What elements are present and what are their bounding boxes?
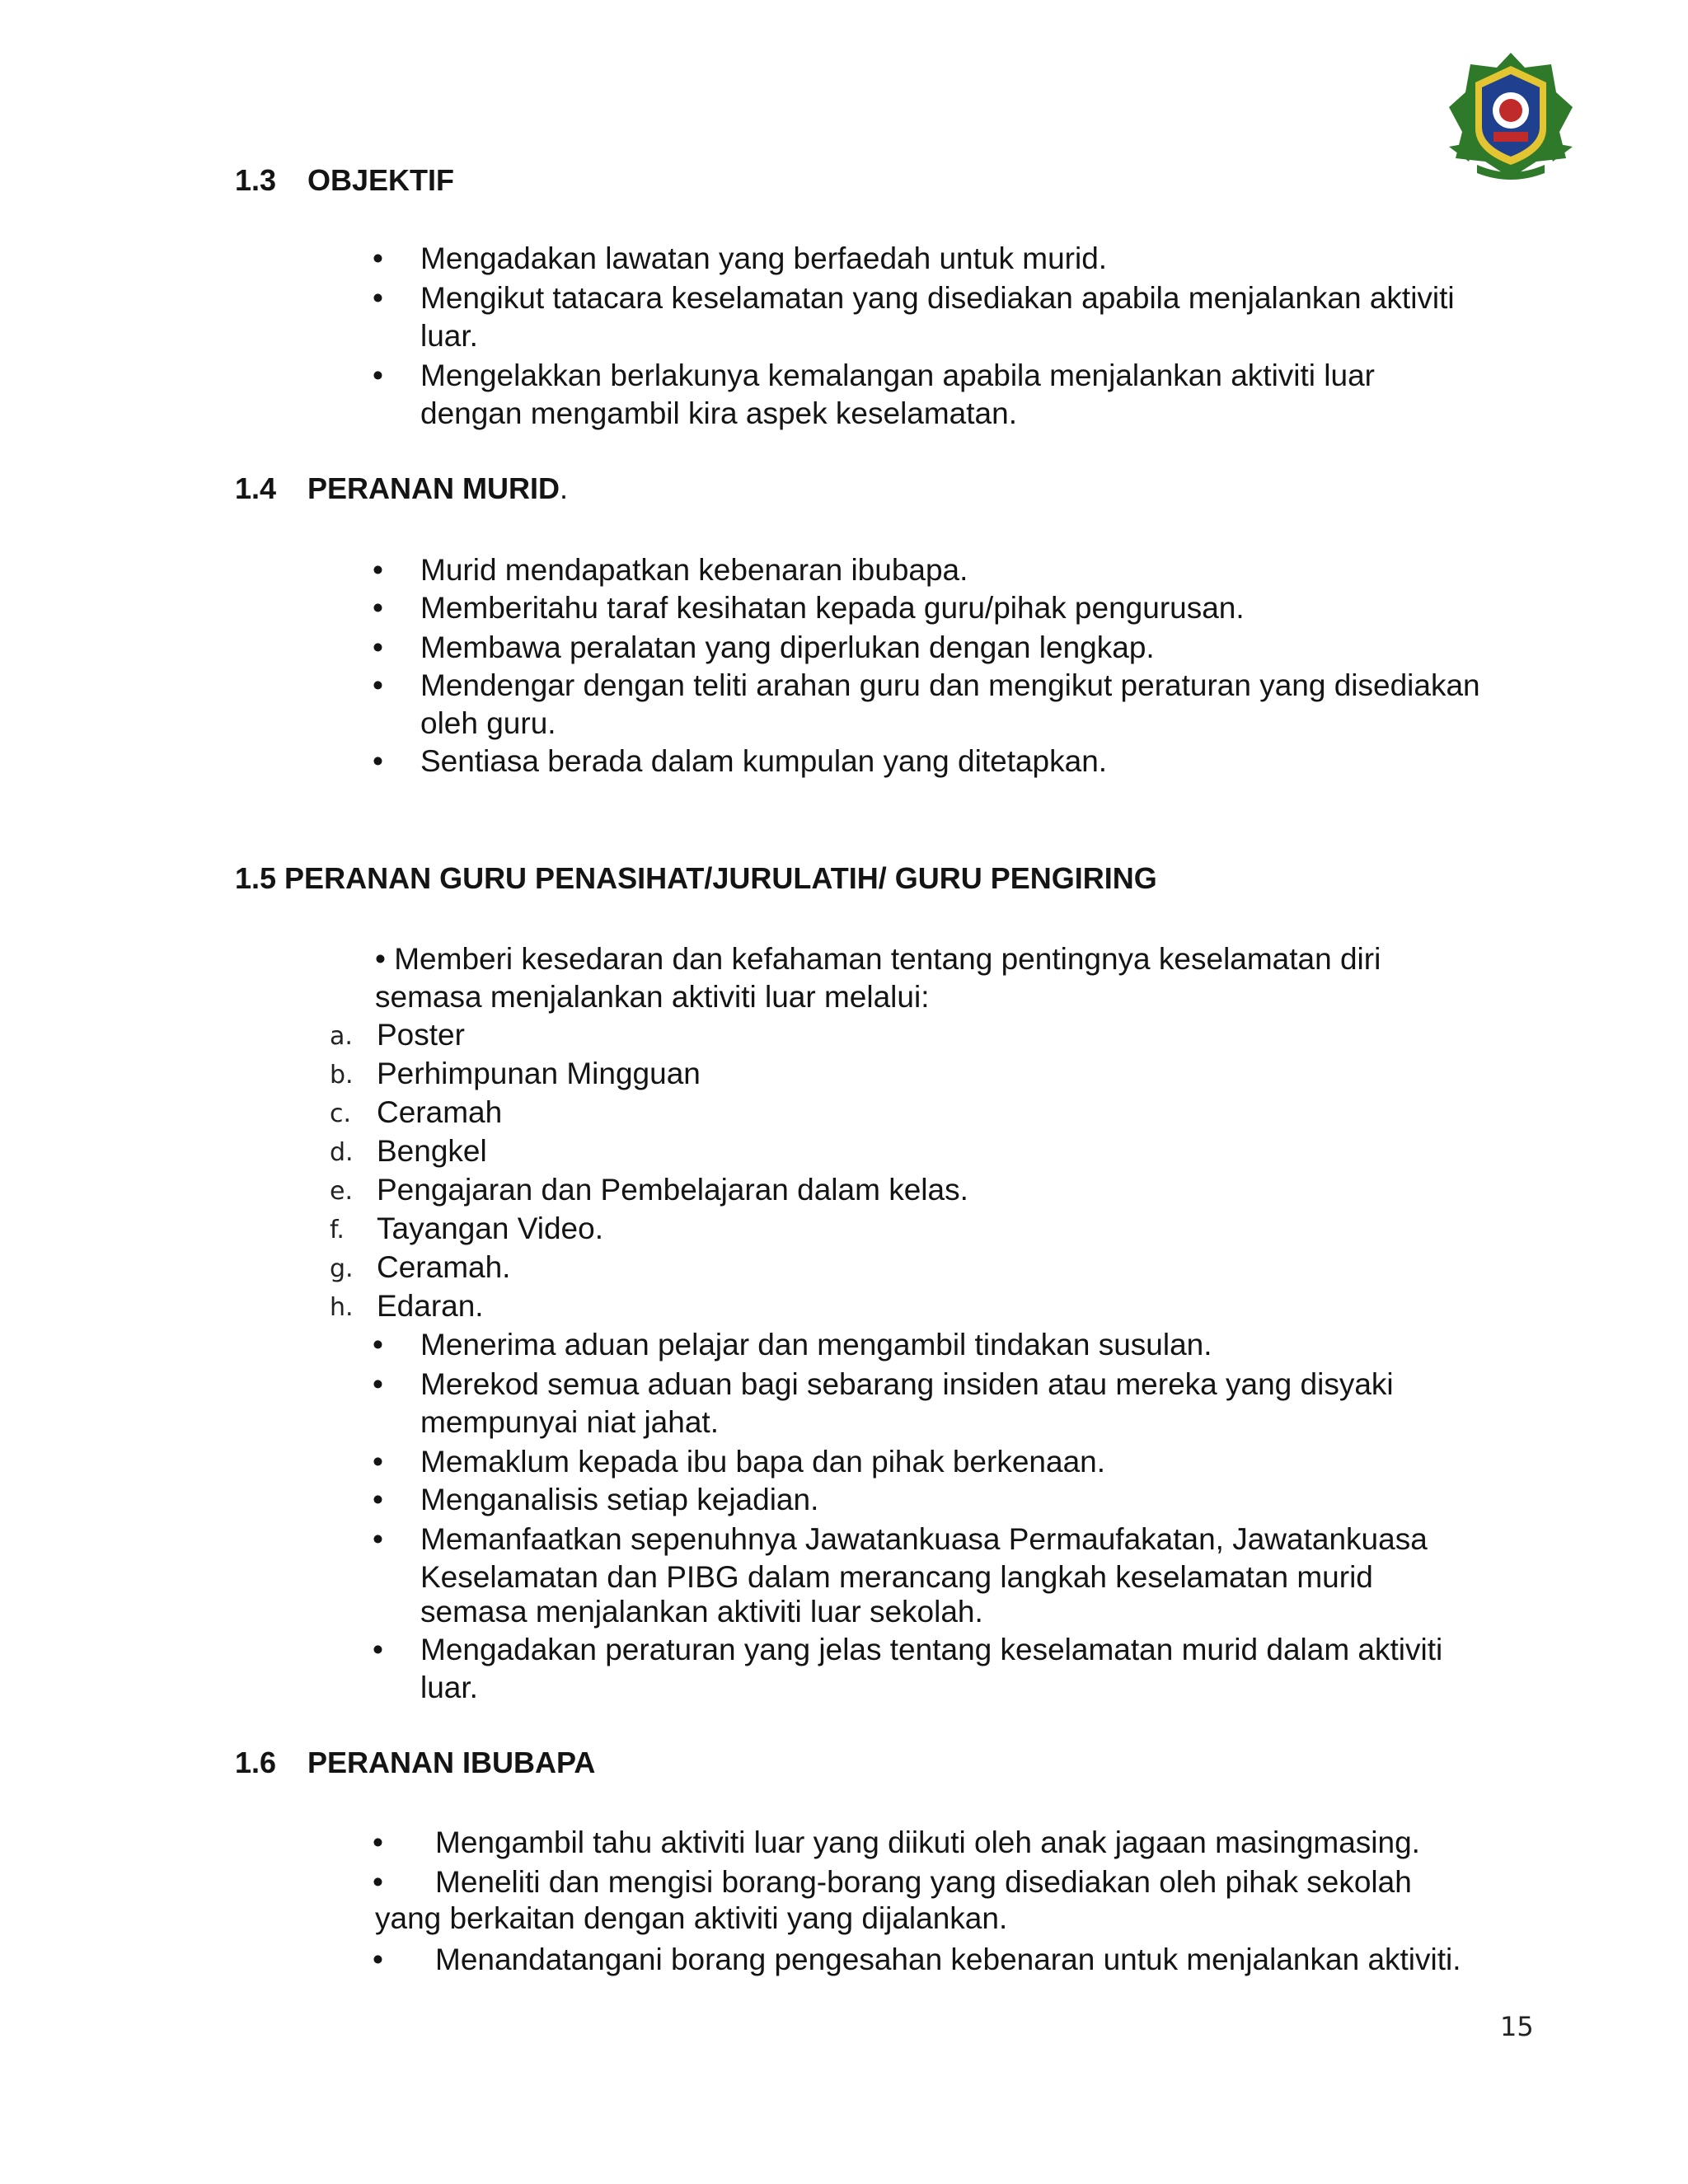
bullet-marker: • <box>373 1328 383 1361</box>
bullet-marker: • <box>373 630 383 664</box>
method-item-perhimpunan: Perhimpunan Mingguan <box>377 1057 701 1090</box>
objektif-item-3-line-1: Mengelakkan berlakunya kemalangan apabila menjalankan aktiviti luar <box>420 359 1375 392</box>
murid-item-5: Sentiasa berada dalam kumpulan yang ditetapkan. <box>420 744 1108 778</box>
ibubapa-item-2-line-2: yang berkaitan dengan aktiviti yang dijalankan. <box>375 1901 1008 1935</box>
method-item-pengajaran: Pengajaran dan Pembelajaran dalam kelas. <box>377 1173 968 1207</box>
list-letter: b. <box>330 1061 354 1090</box>
guru-item-3: Memaklum kepada ibu bapa dan pihak berkenaan. <box>420 1445 1106 1479</box>
guru-item-5-line-1: Memanfaatkan sepenuhnya Jawatankuasa Permaufakatan, Jawatankuasa <box>420 1522 1428 1556</box>
murid-item-2: Memberitahu taraf kesihatan kepada guru/pihak pengurusan. <box>420 591 1245 625</box>
list-letter: f. <box>330 1216 345 1244</box>
method-item-tayangan: Tayangan Video. <box>377 1212 603 1245</box>
method-item-ceramah: Ceramah <box>377 1095 503 1129</box>
bullet-marker: • <box>373 1943 383 1976</box>
objektif-item-1-line-1: Mengadakan lawatan yang berfaedah untuk murid. <box>420 241 1108 275</box>
school-crest-icon <box>1444 49 1578 181</box>
method-item-bengkel: Bengkel <box>377 1134 487 1168</box>
guru-item-2-line-1: Merekod semua aduan bagi sebarang insiden atau mereka yang disyaki <box>420 1367 1394 1401</box>
guru-item-5-line-3: semasa menjalankan aktiviti luar sekolah. <box>420 1595 983 1629</box>
bullet-marker: • <box>373 241 383 275</box>
bullet-marker: • <box>373 359 383 392</box>
objektif-item-3-line-2: dengan mengambil kira aspek keselamatan. <box>420 396 1017 430</box>
bullet-marker: • <box>373 1825 383 1859</box>
guru-item-6-line-2: luar. <box>420 1671 478 1704</box>
method-item-poster: Poster <box>377 1018 465 1052</box>
bullet-marker: • <box>373 1445 383 1479</box>
method-item-edaran: Edaran. <box>377 1289 484 1323</box>
bullet-marker: • <box>373 553 383 587</box>
bullet-marker: • <box>373 668 383 702</box>
section-heading-peranan-guru: 1.5 PERANAN GURU PENASIHAT/JURULATIH/ GURU PENGIRING <box>235 861 1157 895</box>
page-number: 15 <box>1500 2011 1534 2042</box>
ibubapa-item-3: Menandatangani borang pengesahan kebenaran untuk menjalankan aktiviti. <box>435 1943 1461 1976</box>
bullet-marker: • <box>373 744 383 778</box>
guru-intro-line-2: semasa menjalankan aktiviti luar melalui: <box>375 980 930 1014</box>
bullet-marker: • <box>373 1522 383 1556</box>
bullet-marker: • <box>373 281 383 315</box>
guru-item-6-line-1: Mengadakan peraturan yang jelas tentang keselamatan murid dalam aktiviti <box>420 1633 1443 1666</box>
method-item-ceramah-2: Ceramah. <box>377 1250 511 1284</box>
bullet-marker: • <box>373 1483 383 1516</box>
list-letter: e. <box>330 1177 353 1206</box>
section-heading-peranan-ibubapa: 1.6 PERANAN IBUBAPA <box>235 1746 596 1779</box>
murid-item-4-line-1: Mendengar dengan teliti arahan guru dan mengikut peraturan yang disediakan <box>420 668 1480 702</box>
murid-item-3: Membawa peralatan yang diperlukan dengan lengkap. <box>420 630 1155 664</box>
guru-item-2-line-2: mempunyai niat jahat. <box>420 1405 719 1439</box>
guru-item-4: Menganalisis setiap kejadian. <box>420 1483 819 1516</box>
list-letter: c. <box>330 1099 352 1128</box>
ibubapa-item-1: Mengambil tahu aktiviti luar yang diikuti oleh anak jagaan masingmasing. <box>435 1825 1420 1859</box>
section-heading-objektif: 1.3 OBJEKTIF <box>235 163 455 197</box>
list-letter: g. <box>330 1254 354 1283</box>
murid-item-1: Murid mendapatkan kebenaran ibubapa. <box>420 553 968 587</box>
guru-item-1: Menerima aduan pelajar dan mengambil tindakan susulan. <box>420 1328 1212 1361</box>
murid-item-4-line-2: oleh guru. <box>420 706 556 740</box>
section-heading-peranan-murid: 1.4 PERANAN MURID. <box>235 471 569 505</box>
bullet-marker: • <box>373 591 383 625</box>
bullet-marker: • <box>373 1633 383 1666</box>
guru-item-5-line-2: Keselamatan dan PIBG dalam merancang langkah keselamatan murid <box>420 1560 1373 1594</box>
list-letter: h. <box>330 1293 354 1322</box>
objektif-item-2-line-2: luar. <box>420 319 478 353</box>
ibubapa-item-2-line-1: Meneliti dan mengisi borang-borang yang disediakan oleh pihak sekolah <box>435 1865 1412 1899</box>
list-letter: a. <box>330 1022 353 1051</box>
objektif-item-2-line-1: Mengikut tatacara keselamatan yang disediakan apabila menjalankan aktiviti <box>420 281 1455 315</box>
bullet-marker: • <box>373 1865 383 1899</box>
bullet-marker: • <box>373 1367 383 1401</box>
list-letter: d. <box>330 1138 354 1167</box>
guru-intro-line-1: • Memberi kesedaran dan kefahaman tentang pentingnya keselamatan diri <box>375 942 1381 976</box>
